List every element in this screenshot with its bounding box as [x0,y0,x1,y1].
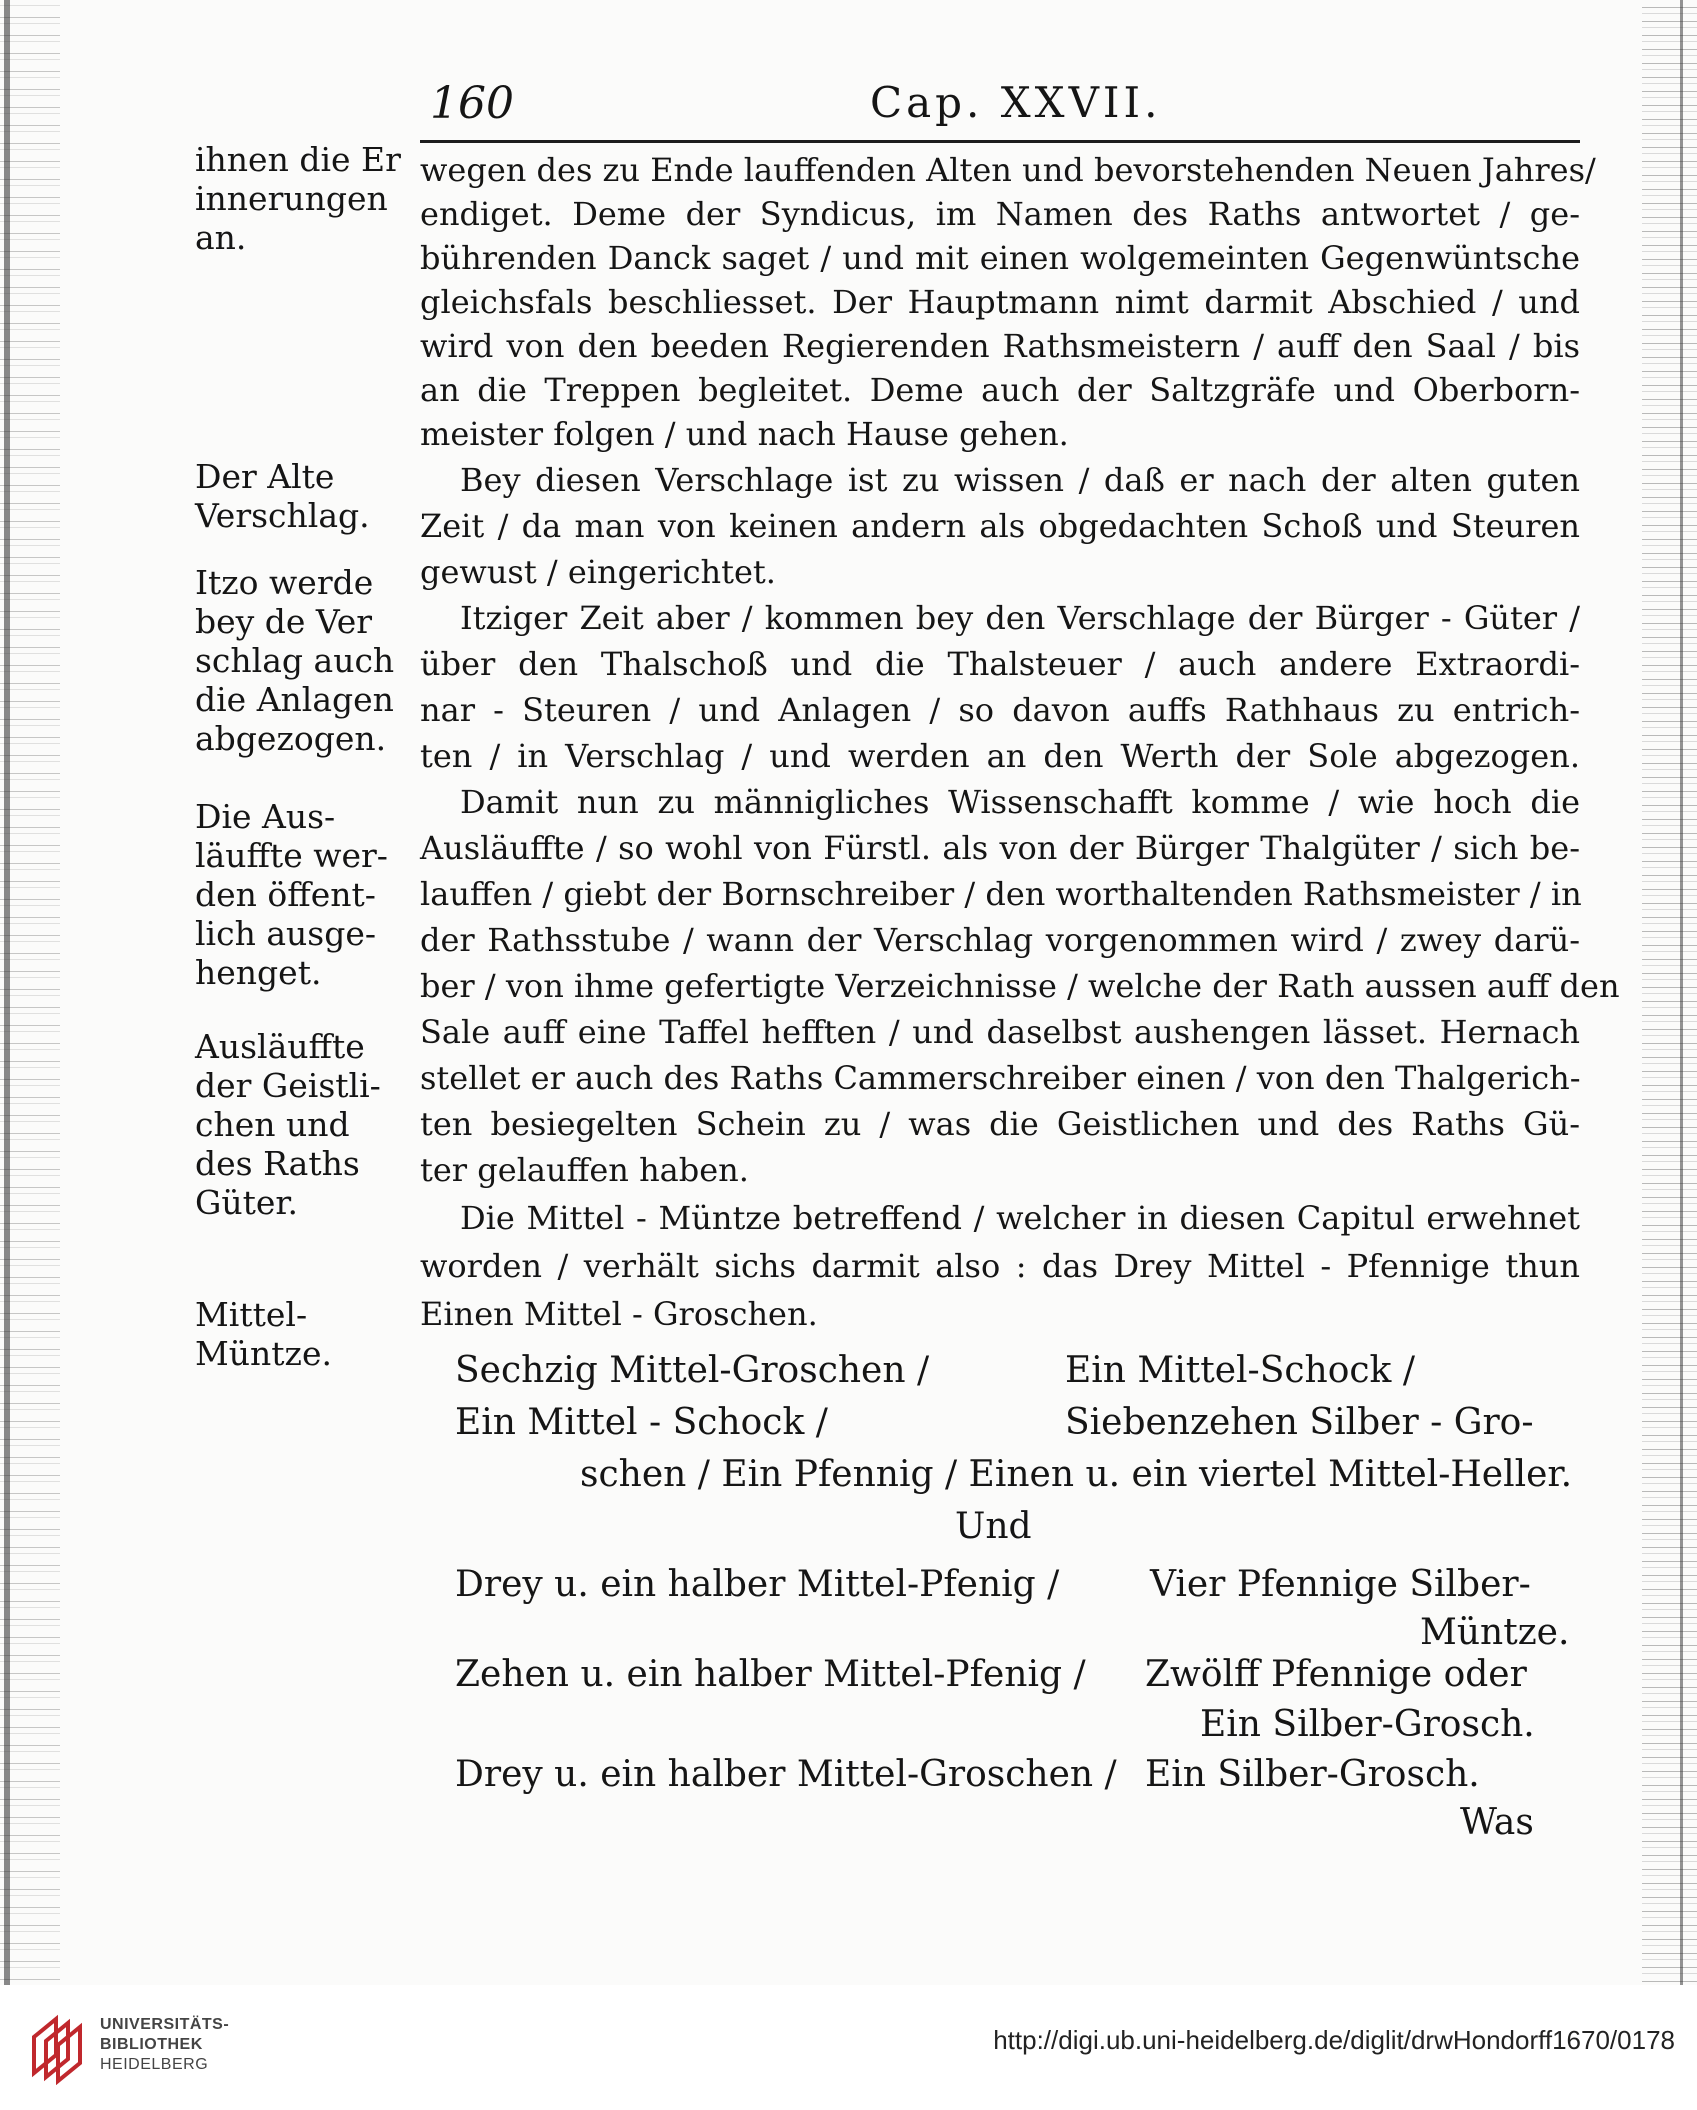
right-binding-shadow [1680,0,1683,1985]
body-line: ten besiegelten Schein zu / was die Geistlichen und des Raths Gü- [420,1105,1580,1143]
body-line: wegen des zu Ende lauffenden Alten und bevorstehenden Neuen Jahres/ [420,151,1596,189]
right-page-edge-noise [1642,0,1697,1985]
money-row-9-right: Ein Silber-Grosch. [1145,1754,1480,1795]
margin-note-line: Verschlag. [195,496,370,535]
money-row-7-right: Zwölff Pfennige oder [1145,1654,1527,1695]
body-line: Itziger Zeit aber / kommen bey den Verschlage der Bürger - Güter / [460,599,1580,637]
body-line: Damit nun zu männigliches Wissenschafft komme / wie hoch die [460,783,1580,821]
margin-note-levies-deducted [195,563,410,758]
body-line: worden / verhält sichs darmit also : das Drey Mittel - Pfennige thun [420,1247,1580,1285]
body-line: ter gelauffen haben. [420,1151,749,1189]
margin-note-line: ihnen die Er [195,140,401,179]
body-line: Die Mittel - Müntze betreffend / welcher in diesen Capitul erwehnet [460,1199,1580,1237]
margin-note-line: der Geistli- [195,1066,381,1105]
body-line: gleichsfals beschliesset. Der Hauptmann nimt darmit Abschied / und [420,283,1580,321]
body-line: lauffen / giebt der Bornschreiber / den worthaltenden Rathsmeister / in [420,875,1582,913]
margin-note-line: Müntze. [195,1334,332,1373]
chapter-heading: Cap. XXVII. [870,78,1162,127]
margin-note-line: Ausläuffte [195,1027,365,1066]
body-line: wird von den beeden Regierenden Rathsmeistern / auff den Saal / bis [420,327,1580,365]
margin-note-line: läuffte wer- [195,836,388,875]
library-name-line-1: UNIVERSITÄTS- [100,2016,230,2033]
margin-note-line: schlag auch [195,641,395,680]
margin-note-line: Güter. [195,1183,299,1222]
body-line: gewust / eingerichtet. [420,553,776,591]
catchword: Was [1460,1802,1534,1843]
margin-note-line: innerungen [195,179,388,218]
money-row-1-right: Ein Mittel-Schock / [1065,1350,1415,1391]
body-line: Bey diesen Verschlage ist zu wissen / daß er nach der alten guten [460,461,1580,499]
margin-note-line: chen und [195,1105,350,1144]
money-row-2-right: Siebenzehen Silber - Gro- [1065,1402,1534,1443]
body-line: an die Treppen begleitet. Deme auch der Saltzgräfe und Oberborn- [420,371,1580,409]
margin-note-line: Itzo werde [195,563,374,602]
page-number: 160 [430,78,514,129]
body-line: über den Thalschoß und die Thalsteuer / auch andere Extraordi- [420,645,1580,683]
body-line: stellet er auch des Raths Cammerschreiber einen / von den Thalgerich- [420,1059,1581,1097]
body-line: meister folgen / und nach Hause gehen. [420,415,1069,453]
margin-note-clergy-council-goods [195,1027,410,1222]
running-header [420,78,1580,138]
library-name-line-2: BIBLIOTHEK [100,2036,203,2053]
body-line: ber / von ihme gefertigte Verzeichnisse / welche der Rath aussen auff den [420,967,1620,1005]
body-line: bührenden Danck saget / und mit einen wolgemeinten Gegenwüntsche [420,239,1580,277]
money-row-7-left: Zehen u. ein halber Mittel-Pfenig / [455,1654,1086,1695]
body-line: der Rathsstube / wann der Verschlag vorgenommen wird / zwey darü- [420,921,1580,959]
margin-note-reminders [195,140,410,257]
library-name [100,2015,229,2075]
body-line: Ausläuffte / so wohl von Fürstl. als von der Bürger Thalgüter / sich be- [420,829,1580,867]
margin-note-line: abgezogen. [195,719,387,758]
margin-note-line: die Anlagen [195,680,394,719]
money-row-2-left: Ein Mittel - Schock / [455,1402,828,1443]
permalink-url[interactable]: http://digi.ub.uni-heidelberg.de/diglit/drwHondorff1670/0178 [993,2025,1675,2055]
money-row-9-left: Drey u. ein halber Mittel-Groschen / [455,1754,1117,1795]
margin-note-posted-publicly [195,797,410,992]
margin-note-line: lich ausge- [195,914,377,953]
margin-note-old-assessment [195,457,410,535]
money-row-3: schen / Ein Pfennig / Einen u. ein viertel Mittel-Heller. [580,1454,1573,1495]
margin-note-line: Der Alte [195,457,335,496]
margin-note-line: henget. [195,953,322,992]
margin-note-line: an. [195,218,247,257]
margin-note-line: bey de Ver [195,602,373,641]
university-library-logo-icon [22,2007,100,2085]
money-row-1-left: Sechzig Mittel-Groschen / [455,1350,930,1391]
money-row-5-right: Vier Pfennige Silber- [1150,1564,1531,1605]
body-line: nar - Steuren / und Anlagen / so davon auffs Rathhaus zu entrich- [420,691,1580,729]
left-binding-shadow [4,0,10,1985]
margin-note-coinage [195,1295,410,1373]
header-rule [420,140,1580,143]
money-row-8: Ein Silber-Grosch. [1200,1704,1535,1745]
margin-note-line: Die Aus- [195,797,336,836]
margin-note-line: den öffent- [195,875,376,914]
body-line: Sale auff eine Taffel hefften / und daselbst aushengen lässet. Hernach [420,1013,1580,1051]
margin-note-line: des Raths [195,1144,360,1183]
body-line: Einen Mittel - Groschen. [420,1295,818,1333]
money-row-and: Und [955,1506,1032,1547]
body-line: ten / in Verschlag / und werden an den Werth der Sole abgezogen. [420,737,1580,775]
body-line: endiget. Deme der Syndicus, im Namen des Raths antwortet / ge- [420,195,1580,233]
body-line: Zeit / da man von keinen andern als obgedachten Schoß und Steuren [420,507,1580,545]
margin-note-line: Mittel- [195,1295,308,1334]
library-name-line-3: HEIDELBERG [100,2056,209,2073]
money-row-5-left: Drey u. ein halber Mittel-Pfenig / [455,1564,1060,1605]
viewer-footer [0,1985,1697,2110]
money-row-6: Müntze. [1420,1612,1570,1653]
